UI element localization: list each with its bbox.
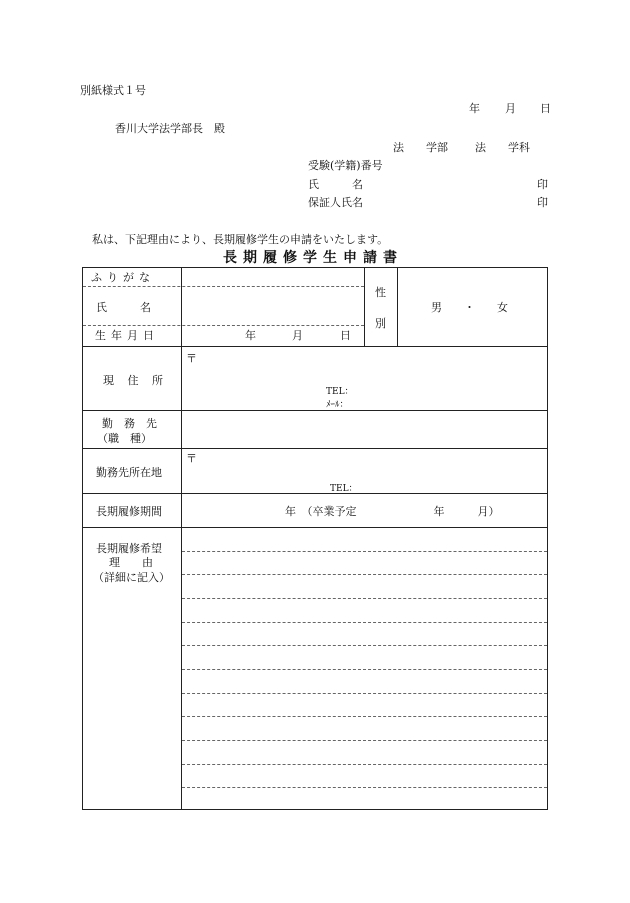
sex-label-top: 性: [375, 286, 386, 299]
sex-label-bottom: 別: [375, 317, 386, 330]
date-month-label: 月: [505, 102, 516, 115]
address-label: 現 住 所: [103, 374, 168, 387]
reason-label-3: （詳細に記入）: [93, 571, 170, 584]
work-postal-mark: 〒: [186, 452, 197, 465]
postal-mark: 〒: [186, 352, 197, 365]
date-year-label: 年: [469, 102, 480, 115]
birth-year-label: 年: [245, 329, 256, 342]
tel-label: TEL：: [326, 387, 354, 397]
period-text: 年 （卒業予定 年 月）: [285, 505, 500, 518]
seal-mark-applicant: 印: [537, 178, 548, 191]
exam-number-label: 受験(学籍)番号: [308, 159, 383, 172]
reason-label-1: 長期履修希望: [96, 542, 162, 555]
reason-label-2: 理 由: [109, 556, 153, 569]
birth-month-label: 月: [292, 329, 303, 342]
application-form-table: [82, 267, 548, 810]
seal-mark-guarantor: 印: [537, 196, 548, 209]
sex-options[interactable]: 男 ・ 女: [431, 301, 508, 314]
birthdate-label: 生年月日: [95, 329, 159, 342]
workplace-label: 勤 務 先: [102, 417, 157, 430]
reason-input-area[interactable]: [182, 528, 547, 809]
date-day-label: 日: [540, 102, 551, 115]
period-label: 長期履修期間: [96, 505, 162, 518]
workplace-input[interactable]: [182, 411, 547, 448]
mail-label: ﾒｰﾙ：: [326, 400, 349, 410]
furigana-label: ふりがな: [91, 271, 155, 284]
addressee: 香川大学法学部長 殿: [115, 122, 225, 135]
birth-day-label: 日: [340, 329, 351, 342]
intro-statement: 私は、下記理由により、長期履修学生の申請をいたします。: [92, 233, 389, 246]
guarantor-name-label: 保証人氏名: [308, 196, 363, 209]
document-title: 長期履修学生申請書: [223, 250, 403, 266]
faculty-label: 法 学部: [393, 141, 448, 154]
furigana-input[interactable]: [181, 268, 364, 286]
work-tel-label: TEL：: [330, 484, 358, 494]
work-address-label: 勤務先所在地: [96, 466, 162, 479]
name-label: 氏 名: [96, 301, 151, 314]
name-input[interactable]: [181, 287, 364, 325]
department-label: 法 学科: [475, 141, 530, 154]
applicant-name-label: 氏 名: [308, 178, 363, 191]
form-number: 別紙様式１号: [80, 84, 146, 97]
occupation-label: （職 種）: [97, 432, 152, 445]
